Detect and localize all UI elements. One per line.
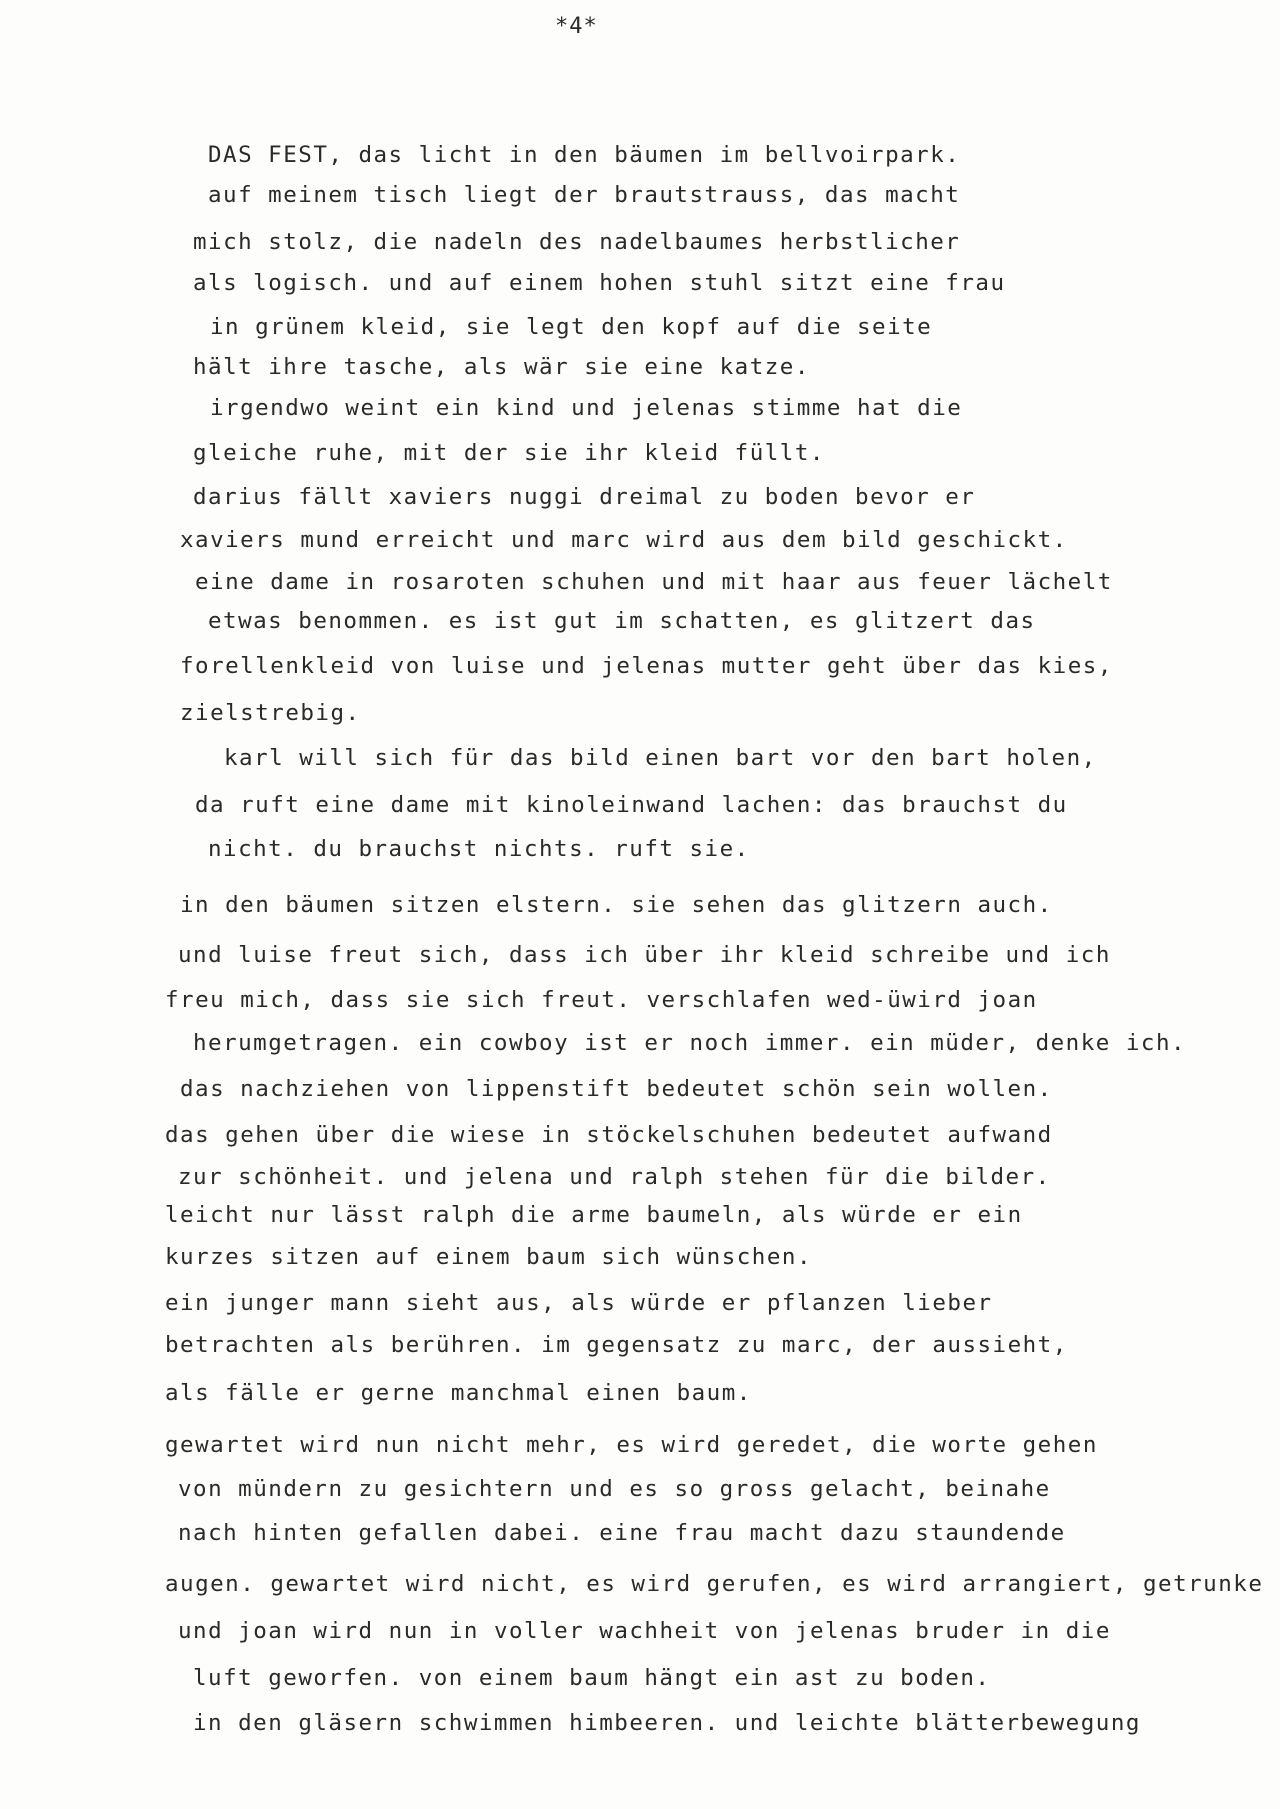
text-line: luft geworfen. von einem baum hängt ein ast zu boden. xyxy=(193,1665,991,1691)
text-line: augen. gewartet wird nicht, es wird gerufen, es wird arrangiert, getrunke xyxy=(165,1571,1264,1597)
text-line: das gehen über die wiese in stöckelschuhen bedeutet aufwand xyxy=(165,1122,1053,1148)
text-line: forellenkleid von luise und jelenas mutter geht über das kies, xyxy=(180,653,1113,679)
text-line: xaviers mund erreicht und marc wird aus dem bild geschickt. xyxy=(180,527,1068,553)
text-line: und joan wird nun in voller wachheit von jelenas bruder in die xyxy=(178,1618,1111,1644)
text-line: irgendwo weint ein kind und jelenas stimme hat die xyxy=(210,395,963,421)
text-line: darius fällt xaviers nuggi dreimal zu boden bevor er xyxy=(193,484,976,510)
text-line: zielstrebig. xyxy=(180,700,361,726)
text-line: hält ihre tasche, als wär sie eine katze. xyxy=(193,354,810,380)
text-line: eine dame in rosaroten schuhen und mit haar aus feuer lächelt xyxy=(195,569,1113,595)
text-line: ein junger mann sieht aus, als würde er pflanzen lieber xyxy=(165,1290,993,1316)
text-line: nach hinten gefallen dabei. eine frau macht dazu staundende xyxy=(178,1520,1066,1546)
text-line: mich stolz, die nadeln des nadelbaumes herbstlicher xyxy=(193,229,961,255)
text-line: da ruft eine dame mit kinoleinwand lachen: das brauchst du xyxy=(195,792,1068,818)
text-line: zur schönheit. und jelena und ralph stehen für die bilder. xyxy=(178,1164,1051,1190)
text-line: freu mich, dass sie sich freut. verschlafen wed-üwird joan xyxy=(165,987,1038,1013)
text-line: in den gläsern schwimmen himbeeren. und leichte blätterbewegung xyxy=(193,1710,1141,1736)
text-line: kurzes sitzen auf einem baum sich wünschen. xyxy=(165,1244,812,1270)
text-line: leicht nur lässt ralph die arme baumeln, als würde er ein xyxy=(165,1202,1023,1228)
text-line: etwas benommen. es ist gut im schatten, es glitzert das xyxy=(208,608,1036,634)
text-line: gewartet wird nun nicht mehr, es wird geredet, die worte gehen xyxy=(165,1432,1098,1458)
text-line: von mündern zu gesichtern und es so gross gelacht, beinahe xyxy=(178,1476,1051,1502)
text-line: karl will sich für das bild einen bart vor den bart holen, xyxy=(224,745,1097,771)
text-line: DAS FEST, das licht in den bäumen im bellvoirpark. xyxy=(208,142,961,168)
text-line: herumgetragen. ein cowboy ist er noch immer. ein müder, denke ich. xyxy=(193,1030,1187,1056)
text-line: gleiche ruhe, mit der sie ihr kleid füllt. xyxy=(193,440,825,466)
text-line: auf meinem tisch liegt der brautstrauss, das macht xyxy=(208,182,961,208)
text-line: in grünem kleid, sie legt den kopf auf die seite xyxy=(210,314,933,340)
text-line: das nachziehen von lippenstift bedeutet schön sein wollen. xyxy=(180,1076,1053,1102)
text-line: als fälle er gerne manchmal einen baum. xyxy=(165,1380,752,1406)
text-line: betrachten als berühren. im gegensatz zu marc, der aussieht, xyxy=(165,1332,1068,1358)
text-line: und luise freut sich, dass ich über ihr kleid schreibe und ich xyxy=(178,942,1111,968)
text-line: in den bäumen sitzen elstern. sie sehen das glitzern auch. xyxy=(180,892,1053,918)
text-line: als logisch. und auf einem hohen stuhl sitzt eine frau xyxy=(193,270,1006,296)
text-line: nicht. du brauchst nichts. ruft sie. xyxy=(208,836,750,862)
page-number: *4* xyxy=(555,14,598,39)
